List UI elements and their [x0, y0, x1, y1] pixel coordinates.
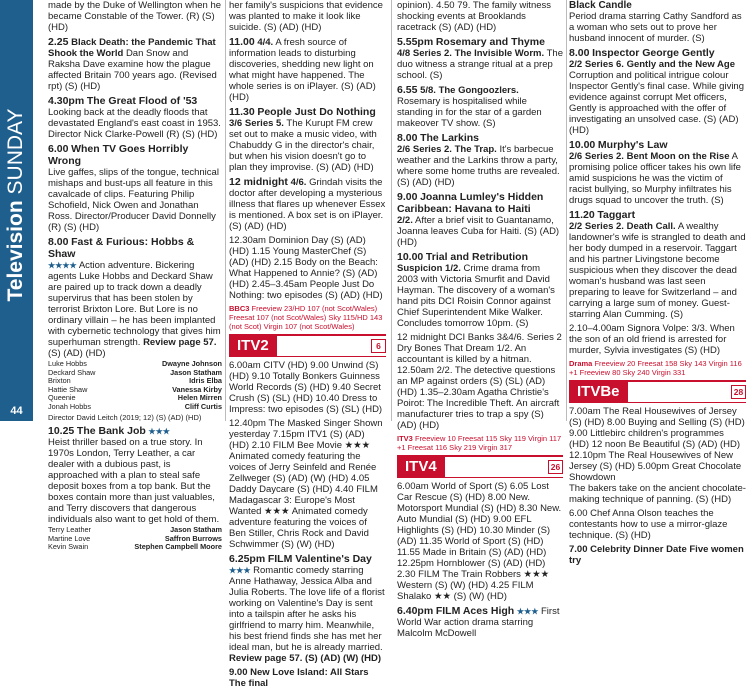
- listing: 11.20 Taggart 2/2 Series 2. Death Call. A wealthy landowner's wife is strangled to death and her body dumped in a reservoir. Taggart and his partner Livingstone become suspicious when they discover the dead woman's husband was last seen preparing to leave for Switzerland – and carrying a large sum of money. Guest-starring Alan Cumming. (S): [569, 209, 746, 320]
- column-2: [229, 0, 386, 689]
- listing: 8.00 Fast & Furious: Hobbs & Shaw ★★★★ Action adventure. Bickering agents Luke Hobbs and Deckard Shaw are paired up to track down a deadly supervirus that has been stolen by terrorist Brixton Lore. But Lore is no ordinary villain – he has been implanted with cybernetic technology that gives him superhuman strength. Review page 57. (S) (AD) (HD): [48, 236, 221, 359]
- listing-schedule: 7.00am The Real Housewives of Jersey (S) (HD) 8.00 Buying and Selling (S) (HD) 9.00 Littlebirc children's programmes (HD) 12 noon Be Beautiful (S) (AD) (HD) 12.10pm The Real Housewives of New Jersey (S) (HD) 5.00pm Great Chocolate Showdown: [569, 406, 745, 483]
- channel-name: ITV4: [397, 457, 445, 477]
- page-number: 44: [10, 405, 23, 417]
- channel-frequencies: Drama Freeview 20 Freesat 158 Sky 143 Virgin 116 +1 Freeview 80 Sky 240 Virgin 331: [569, 359, 742, 377]
- section-day: SUNDAY: [4, 108, 27, 195]
- listing-intro: opinion). 4.50 79. The family witness shocking events at Brooklands racetrack (S) (AD) (HD): [397, 0, 552, 33]
- listing: 9.00 Joanna Lumley's Hidden Caribbean: Havana to Haiti 2/2. After a brief visit to Guantanamo, Joanna leaves Cuba for Haiti. (S) (AD) (HD): [397, 191, 560, 248]
- column-divider: [391, 0, 392, 421]
- listing-schedule: 2.10–4.00am Signora Volpe: 3/3. When the son of an old friend is arrested for murder, Sylvia investigates (S) (HD): [569, 323, 735, 356]
- channel-number: 26: [548, 460, 563, 474]
- listing-intro: Period drama starring Cathy Sandford as a woman who sets out to prove her husband innocent of murder. (S): [569, 11, 742, 44]
- listing-schedule: 12 midnight DCI Banks 3&4/6. Series 2 Dry Bones That Dream 1/2. An accountant is killed by a hitman. 12.50am 2/2. The detective questions an MP against orders (S) (SL) (AD) (HD) 1.35–2.30am Agatha Christie's Poirot: The Incredible Theft. An aircraft manufacturer tries to trap a spy (S) (AD) (HD): [397, 332, 562, 431]
- listing-title: Black Candle: [569, 0, 632, 11]
- channel-number: 6: [371, 339, 386, 353]
- director-credit: Director David Leitch (2019; 12) (S) (AD) (HD): [48, 413, 202, 422]
- listing: 2.25 Black Death: the Pandemic That Shook the World Dan Snow and Raksha Dave examine how the plague affected Britain 700 years ago. (Revised rpt) (S) (HD): [48, 36, 217, 92]
- listing: 7.00 Celebrity Dinner Date Five women try: [569, 544, 744, 566]
- listing-schedule: 6.00am World of Sport (S) 6.05 Lost Car Rescue (S) (HD) 8.00 New. Motorsport Mundial (S) (HD) 8.30 New. Auto Mundial (S) (HD) 9.00 EFL Highlights (S) (HD) 10.30 Minder (S) (AD) 11.35 World of Sport (S) (HD) 11.55 Made in Britain (S) (AD) (HD) 12.25pm Hornblower (S) (AD) (HD) 2.30 FILM The Train Robbers ★★★ Western (S) (W) (HD) 4.25 FILM Shalako ★★ (S) (W) (HD): [397, 481, 562, 602]
- channel-name: ITV2: [229, 336, 277, 356]
- listing-schedule: The bakers take on the ancient chocolate-making technique of panning. (S) (HD): [569, 483, 746, 505]
- listing-schedule: 12.40pm The Masked Singer Shown yesterday 7.15pm ITV1 (S) (AD) (HD) 2.10 FILM Bee Movie ★★★ Animated comedy featuring the voices of Jerry Seinfeld and Renée Zellweger (S) (AD) (W) (HD) 4.05 Daddy Daycare (S) (HD) 4.40 FILM Madagascar 3: Europe's Most Wanted ★★★ Animated comedy adventure featuring the voices of Ben Stiller, Chris Rock and David Schwimmer (S) (W) (HD): [229, 418, 383, 550]
- channel-frequencies: ITV3 Freeview 10 Freesat 115 Sky 119 Virgin 117 +1 Freesat 116 Sky 219 Virgin 317: [397, 434, 562, 452]
- sidebar: [0, 0, 33, 421]
- listing: 10.00 Murphy's Law 2/6 Series 2. Bent Moon on the Rise A promising police officer takes his own life amid suspicions he was the victim of racist bullying, so Murphy infiltrates his drugs squad to uncover the truth. (S): [569, 139, 741, 206]
- listing: 8.00 Inspector George Gently 2/2 Series 6. Gently and the New Age Corruption and political intrigue colour Inspector Gently's final case. While giving evidence against corrupt Met officers, Gently is approached with the offer of investigating an unsolved case. (S) (AD) (HD): [569, 47, 745, 136]
- section-title-bold: Television: [4, 200, 27, 302]
- column-divider: [566, 0, 567, 421]
- rating-stars: ★★★★: [48, 261, 77, 270]
- channel-header-itv2: [229, 334, 386, 357]
- column-3: [397, 0, 563, 639]
- channel-name: ITVBe: [569, 382, 628, 402]
- cast-list: Luke Hobbs Dwayne Johnson Deckard Shaw Jason Statham Brixton Idris Elba Hattie Shaw Vanessa Kirby Queenie Helen Mirren Jonah Hobbs Cliff Curtis: [48, 359, 222, 411]
- section-title: [4, 109, 28, 302]
- column-1: [48, 0, 222, 551]
- listing: 6.00 When TV Goes Horribly Wrong Live gaffes, slips of the tongue, technical mishaps and bust-ups all feature in this cavalcade of clips. Featuring Philip Schofield, Nick Owen and Jonathan Ross. Director/Producer David Donnelly (R) (S) (HD): [48, 143, 219, 233]
- channel-number: 28: [731, 385, 746, 399]
- listing: 6.25pm FILM Valentine's Day ★★★ Romantic comedy starring Anne Hathaway, Jessica Alba and Julia Roberts. The love life of a florist working on Valentine's Day is sent into a tailspin after he asks his girlfriend to marry him. Meanwhile, his best friend finds she has met her ideal man, but he is already married. Review page 57. (S) (AD) (W) (HD): [229, 553, 385, 664]
- listing: 4.30pm The Great Flood of '53 Looking back at the deadly floods that devastated England's east coast in 1953. Director Nick Clarke-Powell (R) (S) (HD): [48, 95, 221, 140]
- listing: 8.00 The Larkins 2/6 Series 2. The Trap. It's barbecue weather and the Larkins throw a party, where some home truths are revealed. (S) (AD) (HD): [397, 132, 560, 188]
- listing: 11.30 People Just Do Nothing 3/6 Series 5. The Kurupt FM crew set out to make a music video, with Chabuddy G in the director's chair, but when his vision doesn't go to plan they improvise. (S) (AD) (HD): [229, 106, 377, 173]
- listing: 9.00 New Love Island: All Stars The final: [229, 667, 369, 689]
- listing-schedule: 6.00am CITV (HD) 9.00 Unwind (S) (HD) 9.10 Totally Bonkers Guinness World Records (S) (HD) 9.40 Secret Crush (S) (SL) (HD) 10.40 Dress to Impress: two episodes (S) (SL) (HD): [229, 360, 383, 415]
- channel-header-itv4: [397, 455, 563, 478]
- listing-schedule: 12.30am Dominion Day (S) (AD) (HD) 1.15 Young MasterChef (S) (AD) (HD) 2.15 Body on the Beach: What Happened to Annie? (S) (AD) (HD) 2.45–3.45am People Just Do Nothing: two episodes (S) (AD) (HD): [229, 235, 383, 301]
- listing: 12 midnight 4/6. Grindah visits the doctor after developing a mysterious illness that flares up whenever Essex is mentioned. A box set is on iPlayer. (S) (AD) (HD): [229, 176, 386, 232]
- listing: 10.00 Trial and Retribution Suspicion 1/2. Crime drama from 2003 with Victoria Smurfit and David Hayman. The discovery of a woman's hand pits DCI Roisin Connor against Chief Superintendent Mike Walker. Concludes tomorrow 10pm. (S): [397, 251, 555, 329]
- listing: 11.00 4/4. A fresh source of information leads to disturbing discoveries, shedding new light on what might have happened. The whole series is on iPlayer. (S) (AD) (HD): [229, 36, 376, 103]
- channel-header-itvbe: [569, 380, 746, 403]
- listing: 6.55 5/8. The Gongoozlers. Rosemary is hospitalised while standing in for the star of a garden makeover TV show. (S): [397, 84, 542, 129]
- column-4: [569, 0, 746, 566]
- cast-list: Terry Leather Jason Statham Martine Love Saffron Burrows Kevin Swain Stephen Campbell Moore: [48, 525, 222, 551]
- listing: 5.55pm Rosemary and Thyme 4/8 Series 2. The Invisible Worm. The duo witness a strange ritual at a prep school. (S): [397, 36, 563, 81]
- listing-intro: her family's suspicions that evidence was planted to make it look like suicide. (S) (AD) (HD): [229, 0, 383, 33]
- channel-frequencies: BBC3 Freeview 23/HD 107 (not Scot/Wales) Freesat 107 (not Scot/Wales) Sky 115/HD 143 (not Scot) Virgin 107 (not Scot/Wales): [229, 304, 383, 331]
- listing-schedule: 6.00 Chef Anna Olson teaches the contestants how to use a mirror-glaze technique. (S) (HD): [569, 508, 728, 541]
- listing: 6.40pm FILM Aces High ★★★ First World War action drama starring Malcolm McDowell: [397, 605, 560, 639]
- column-divider: [225, 0, 226, 421]
- listing: 10.25 The Bank Job ★★★ Heist thriller based on a true story. In 1970s London, Terry Leather, a car dealer with a dubious past, is approached with a plan to steal safe deposit boxes from a top bank. But the boxes contain more than just valuables, and Terry discovers that dangerous individuals also want to get hold of them.: [48, 425, 220, 525]
- listing-intro: made by the Duke of Wellington when he became Constable of the Tower. (R) (S) (HD): [48, 0, 222, 33]
